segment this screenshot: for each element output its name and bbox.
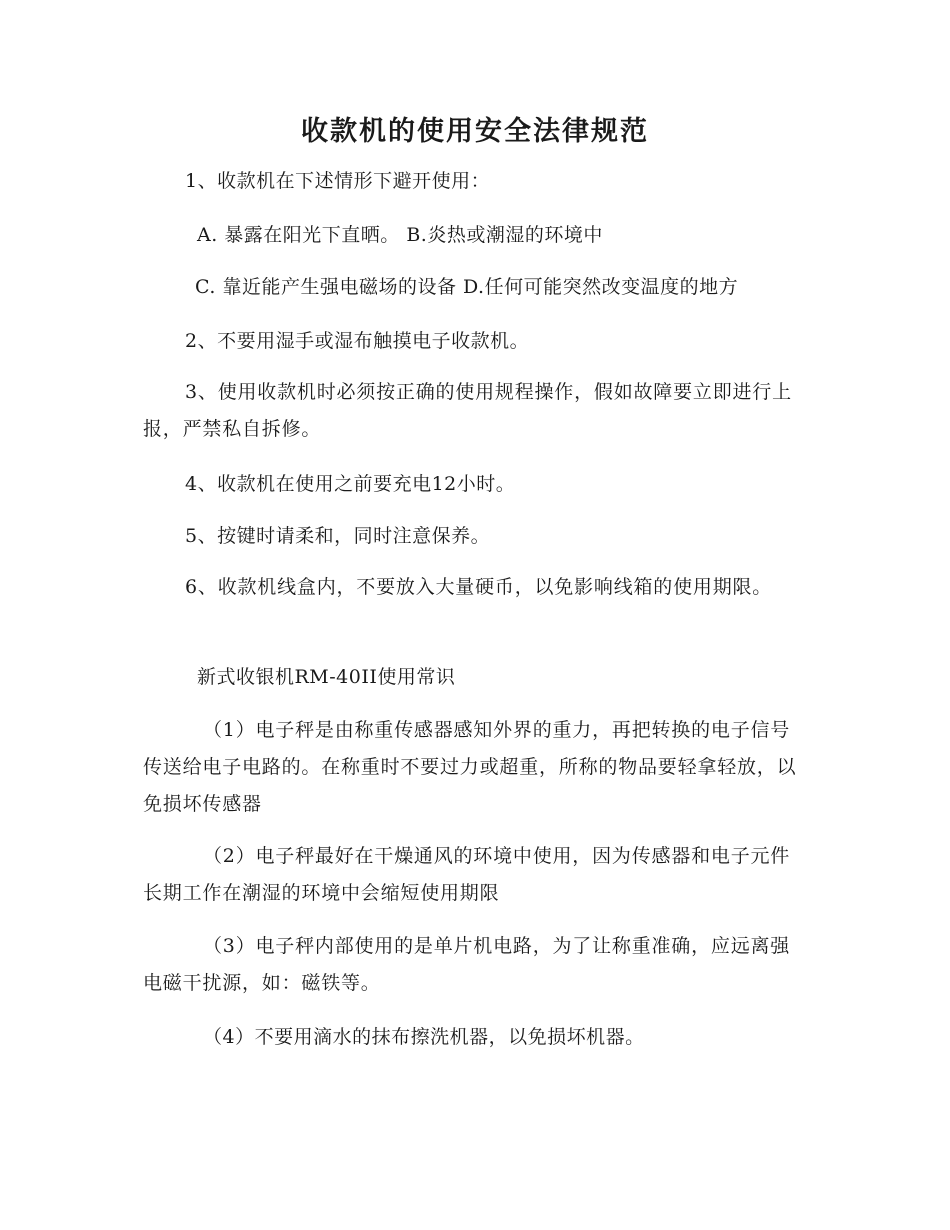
tip-1: （1）电子秤是由称重传感器感知外界的重力，再把转换的电子信号传送给电子电路的。在称重时不要过力或超重，所称的物品要轻拿轻放，以免损坏传感器 bbox=[143, 719, 797, 815]
tip-4: （4）不要用滴水的抹布擦洗机器，以免损坏机器。 bbox=[203, 1026, 645, 1048]
tip-2: （2）电子秤最好在干燥通风的环境中使用，因为传感器和电子元件长期工作在潮湿的环境中会缩短使用期限 bbox=[143, 845, 791, 904]
item-4: 4、收款机在使用之前要充电12小时。 bbox=[185, 473, 516, 495]
section-subtitle: 新式收银机RM-40II使用常识 bbox=[197, 666, 456, 688]
item-3: 3、使用收款机时必须按正确的使用规程操作，假如故障要立即进行上报，严禁私自拆修。 bbox=[143, 381, 792, 440]
document-title: 收款机的使用安全法律规范 bbox=[301, 116, 649, 147]
tip-3: （3）电子秤内部使用的是单片机电路，为了让称重准确，应远离强电磁干扰源，如：磁铁等。 bbox=[143, 935, 791, 994]
item-2: 2、不要用湿手或湿布触摸电子收款机。 bbox=[185, 330, 530, 352]
item-5: 5、按键时请柔和，同时注意保养。 bbox=[185, 525, 491, 547]
item-1-options-a-b: A. 暴露在阳光下直晒。 B.炎热或潮湿的环境中 bbox=[197, 224, 603, 246]
item-1-options-c-d: C. 靠近能产生强电磁场的设备 D.任何可能突然改变温度的地方 bbox=[195, 276, 739, 298]
item-6: 6、收款机线盒内，不要放入大量硬币，以免影响线箱的使用期限。 bbox=[185, 576, 773, 598]
item-1: 1、收款机在下述情形下避开使用： bbox=[185, 170, 491, 192]
